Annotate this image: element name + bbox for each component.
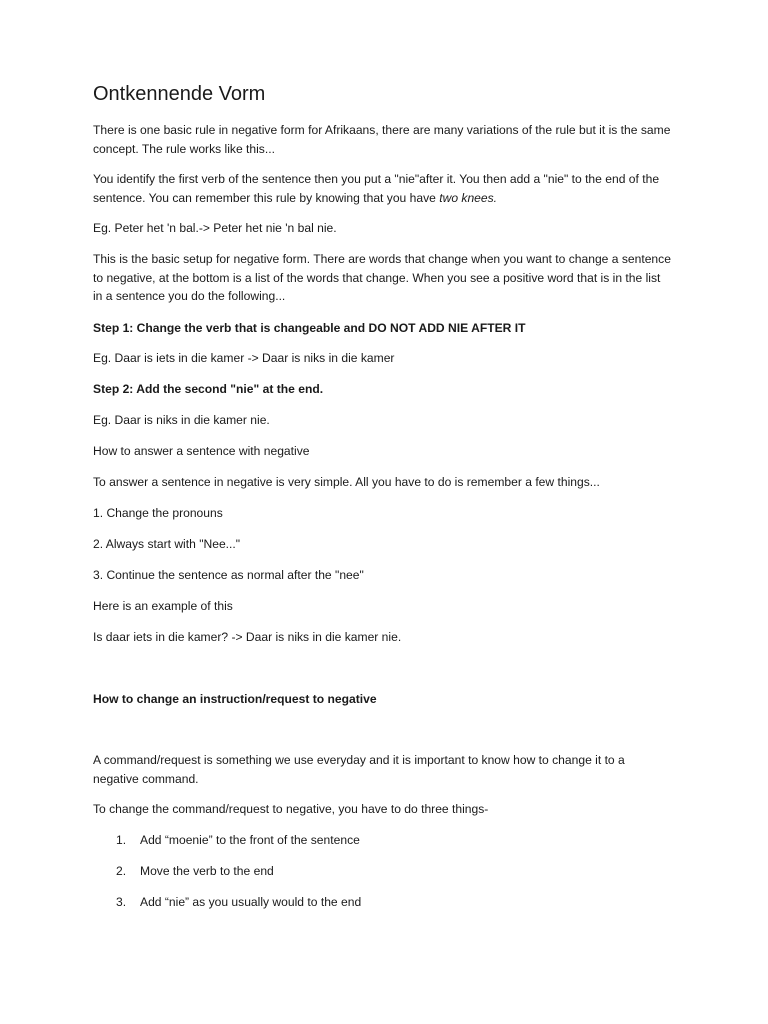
answer-step-2: 2. Always start with "Nee..."	[93, 537, 241, 551]
list-number: 1.	[116, 833, 127, 847]
answer-intro: To answer a sentence in negative is very simple. All you have to do is remember a few things...	[93, 475, 600, 489]
answer-heading: How to answer a sentence with negative	[93, 444, 310, 458]
step-2-heading: Step 2: Add the second "nie" at the end.	[93, 382, 324, 396]
list-text: Move the verb to the end	[140, 864, 274, 878]
list-number: 2.	[116, 864, 127, 878]
list-item	[116, 862, 676, 881]
example-paragraph-1: Eg. Peter het 'n bal.-> Peter het nie 'n bal nie.	[93, 221, 337, 235]
command-steps-intro: To change the command/request to negative, you have to do three things-	[93, 802, 489, 816]
command-paragraph: A command/request is something we use everyday and it is important to know how to change it to a negative command.	[93, 753, 625, 786]
example-paragraph-3: Eg. Daar is niks in die kamer nie.	[93, 413, 270, 427]
section-heading-instruction: How to change an instruction/request to negative	[93, 692, 377, 706]
list-item	[116, 831, 676, 850]
setup-paragraph: This is the basic setup for negative form. There are words that change when you want to change a sentence to negative, at the bottom is a list of the words that change. When you see a positive word that is in the list in a sentence you do the following...	[93, 252, 671, 303]
list-text: Add “moenie” to the front of the sentence	[140, 833, 360, 847]
example-paragraph-4: Is daar iets in die kamer? -> Daar is niks in die kamer nie.	[93, 630, 402, 644]
rule-text: You identify the first verb of the sentence then you put a "nie"after it. You then add a "nie" to the end of the sentence. You can remember this rule by knowing that you have	[93, 172, 660, 205]
list-item	[116, 893, 676, 912]
rule-emphasis: two knees.	[439, 190, 498, 205]
answer-step-3: 3. Continue the sentence as normal after the "nee"	[93, 568, 364, 582]
answer-step-1: 1. Change the pronouns	[93, 506, 223, 520]
rule-paragraph	[93, 170, 673, 207]
page-title: Ontkennende Vorm	[93, 83, 266, 105]
example-paragraph-2: Eg. Daar is iets in die kamer -> Daar is niks in die kamer	[93, 351, 395, 365]
list-number: 3.	[116, 895, 127, 909]
intro-paragraph: There is one basic rule in negative form for Afrikaans, there are many variations of the rule but it is the same concept. The rule works like this...	[93, 123, 671, 156]
example-intro: Here is an example of this	[93, 599, 233, 613]
step-1-heading: Step 1: Change the verb that is changeable and DO NOT ADD NIE AFTER IT	[93, 321, 526, 335]
list-text: Add “nie” as you usually would to the end	[140, 895, 362, 909]
